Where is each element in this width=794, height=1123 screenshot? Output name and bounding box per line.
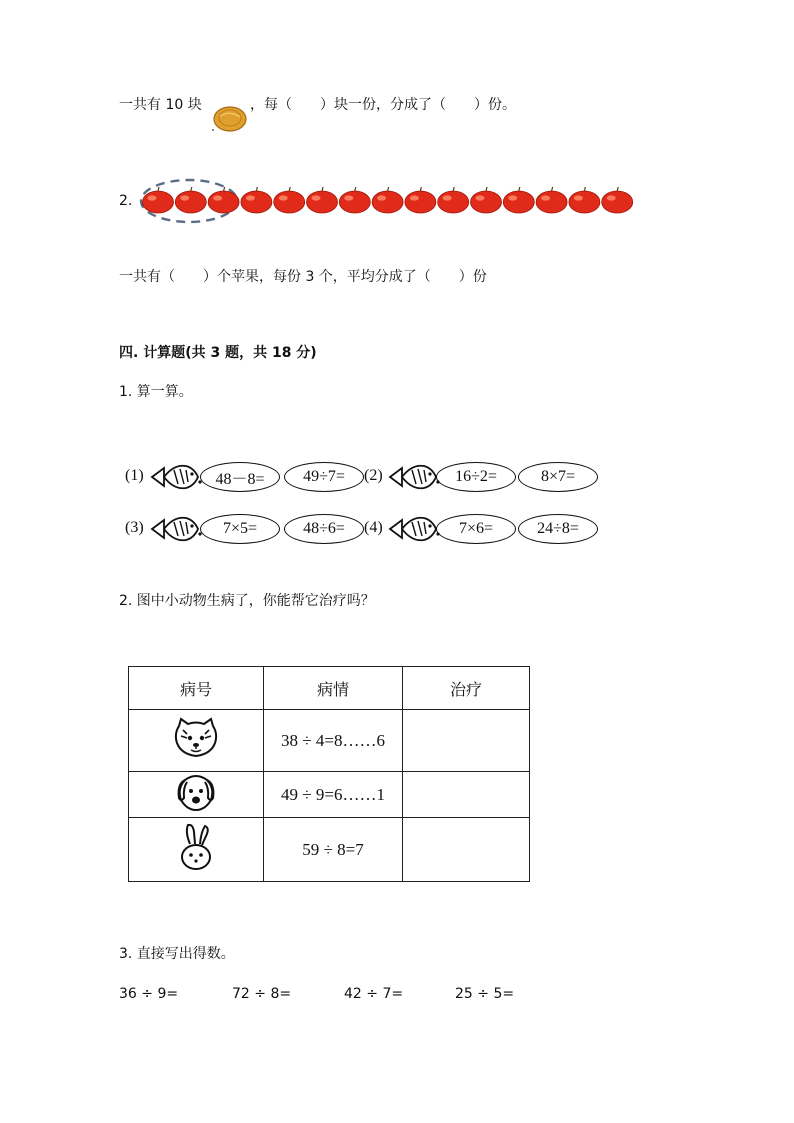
condition-cell: 38 ÷ 4=8……6 [264,710,403,772]
expression-bubble: 16÷2= [436,462,516,492]
q1-text-part1: 一共有 10 块 [119,97,202,113]
calc3-item: 42 ÷ 7= [344,986,404,1002]
treatment-cell[interactable] [403,710,530,772]
header-condition: 病情 [264,667,403,710]
table-header-row [129,667,530,710]
patient-cell [129,772,264,818]
dog-icon [171,772,221,812]
q1-text-part2: ，每（ ）块一份，分成了（ ）份。 [250,97,516,113]
group-label: (4) [364,519,383,536]
apple-icon [405,187,436,213]
patient-cell [129,710,264,772]
cookie-icon [210,104,250,134]
apple-icon [471,187,502,213]
calc3-item: 25 ÷ 5= [455,986,515,1002]
apple-icon [208,187,239,213]
calc3-title: 3. 直接写出得数。 [119,946,235,962]
expression-bubble: 48÷6= [284,514,364,544]
expression-bubble: 49÷7= [284,462,364,492]
apple-icon [307,187,338,213]
condition-cell: 59 ÷ 8=7 [264,818,403,882]
table-row [129,710,530,772]
apple-icon [372,187,403,213]
apple-icon [569,187,600,213]
apple-icon [274,187,305,213]
group-label: (1) [125,467,144,484]
calc2-title: 2. 图中小动物生病了，你能帮它治疗吗？ [119,593,375,609]
apple-icon [438,187,469,213]
expression-bubble: 48－8= [200,462,280,492]
section4-title: 四. 计算题(共 3 题，共 18 分) [119,345,317,361]
apple-icon [175,187,206,213]
group-label: (3) [125,519,144,536]
apple-icon [536,187,567,213]
table-row [129,818,530,882]
condition-cell: 49 ÷ 9=6……1 [264,772,403,818]
expression-bubble: 24÷8= [518,514,598,544]
treatment-cell[interactable] [403,772,530,818]
sick-animals-table [128,666,530,882]
fish-icon [150,460,202,498]
calc1-title: 1. 算一算。 [119,384,193,400]
apple-icon [503,187,534,213]
patient-cell [129,818,264,882]
apple-icon [241,187,272,213]
treatment-cell[interactable] [403,818,530,882]
apple-row [138,178,658,228]
calc3-item: 72 ÷ 8= [232,986,292,1002]
q2-sentence: 一共有（ ）个苹果，每份 3 个，平均分成了（ ）份 [119,269,487,285]
apple-icon [339,187,370,213]
expression-bubble: 8×7= [518,462,598,492]
rabbit-icon [171,822,221,872]
expression-bubble: 7×5= [200,514,280,544]
q2-number: 2. [119,193,133,209]
calc3-item: 36 ÷ 9= [119,986,179,1002]
cat-icon [171,716,221,760]
fish-icon [388,460,440,498]
table-row [129,772,530,818]
fish-icon [388,512,440,550]
expression-bubble: 7×6= [436,514,516,544]
header-treatment: 治疗 [403,667,530,710]
header-patient: 病号 [129,667,264,710]
group-label: (2) [364,467,383,484]
apple-icon [602,187,633,213]
fish-icon [150,512,202,550]
